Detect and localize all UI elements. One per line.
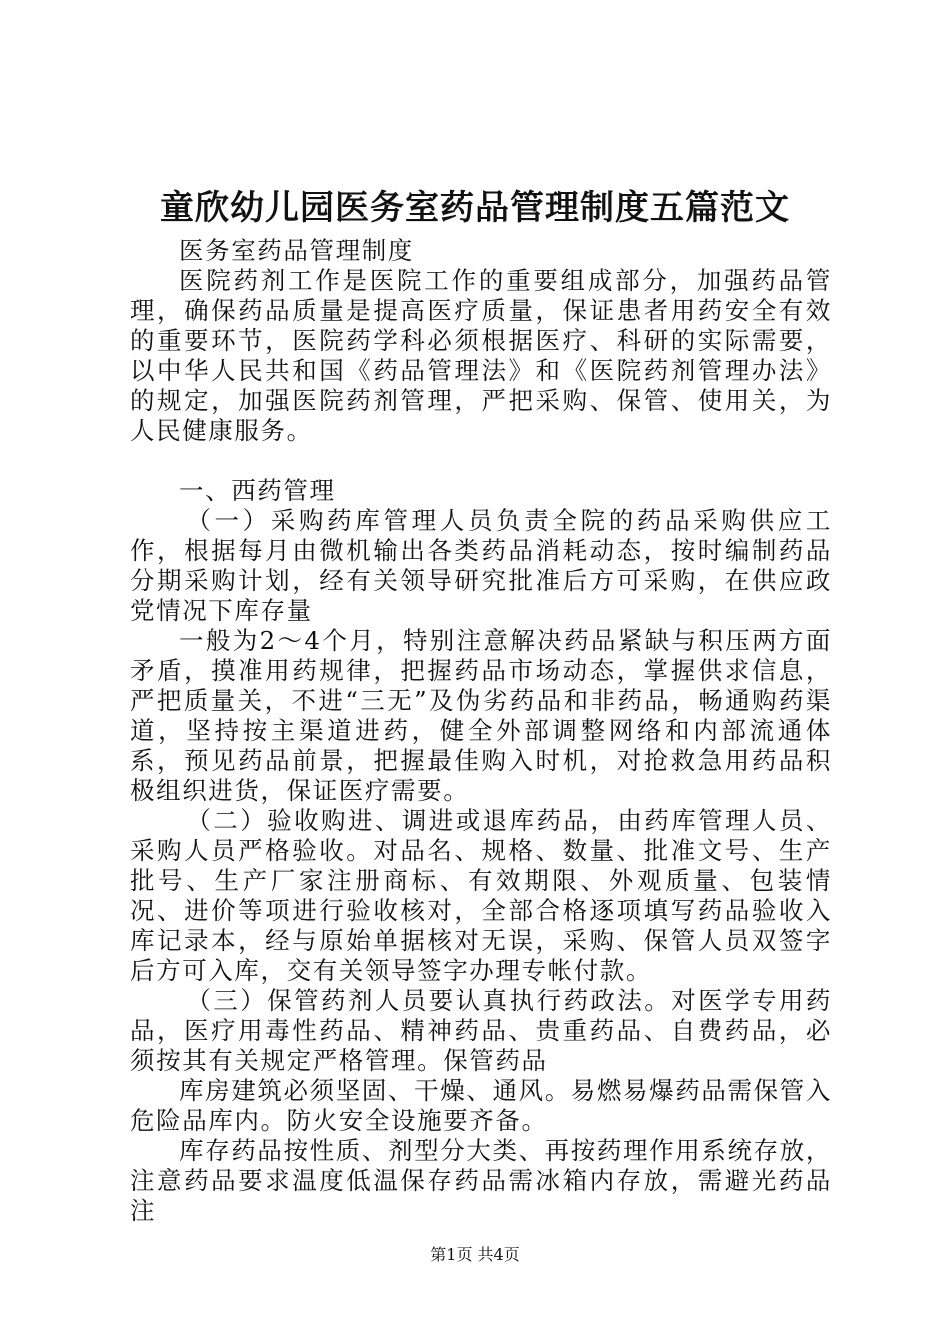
page-footer: 第1页 共4页 (430, 1245, 520, 1264)
paragraph-storage: （三）保管药剂人员要认真执行药政法。对医学专用药品，医疗用毒性药品、精神药品、贵重药品、自费药品，必须按其有关规定严格管理。保管药品 (130, 986, 832, 1075)
document-title: 童欣幼儿园医务室药品管理制度五篇范文 (160, 188, 790, 228)
document-subtitle: 医务室药品管理制度 (179, 236, 414, 265)
paragraph-spacer (130, 446, 832, 476)
section-heading: 一、西药管理 (179, 476, 336, 505)
paragraph-classification: 库存药品按性质、剂型分大类、再按药理作用系统存放，注意药品要求温度低温保存药品需冰箱内存放，需避光药品注 (130, 1136, 832, 1225)
paragraph-acceptance: （二）验收购进、调进或退库药品，由药库管理人员、采购人员严格验收。对品名、规格、数量、批准文号、生产批号、生产厂家注册商标、有效期限、外观质量、包装情况、进价等项进行验收核对，全部合格逐项填写药品验收入库记录本，经与原始单据核对无误，采购、保管人员双签字后方可入库，交有关领导签字办理专帐付款。 (130, 806, 832, 985)
paragraph-inventory: 一般为2～4个月，特别注意解决药品紧缺与积压两方面矛盾，摸准用药规律，把握药品市场动态，掌握供求信息，严把质量关，不进“三无”及伪劣药品和非药品，畅通购药渠道，坚持按主渠道进药，健全外部调整网络和内部流通体系，预见药品前景，把握最佳购入时机，对抢救急用药品积极组织进货，保证医疗需要。 (130, 626, 832, 805)
document-body (130, 236, 832, 1226)
paragraph-warehouse: 库房建筑必须坚固、干燥、通风。易燃易爆药品需保管入危险品库内。防火安全设施要齐备。 (130, 1076, 832, 1135)
intro-paragraph: 医院药剂工作是医院工作的重要组成部分，加强药品管理，确保药品质量是提高医疗质量，保证患者用药安全有效的重要环节，医院药学科必须根据医疗、科研的实际需要，以中华人民共和国《药品管理法》和《医院药剂管理办法》的规定，加强医院药剂管理，严把采购、保管、使用关，为人民健康服务。 (130, 266, 832, 445)
paragraph-procurement: （一）采购药库管理人员负责全院的药品采购供应工作，根据每月由微机输出各类药品消耗动态，按时编制药品分期采购计划，经有关领导研究批准后方可采购，在供应政党情况下库存量 (130, 506, 832, 625)
